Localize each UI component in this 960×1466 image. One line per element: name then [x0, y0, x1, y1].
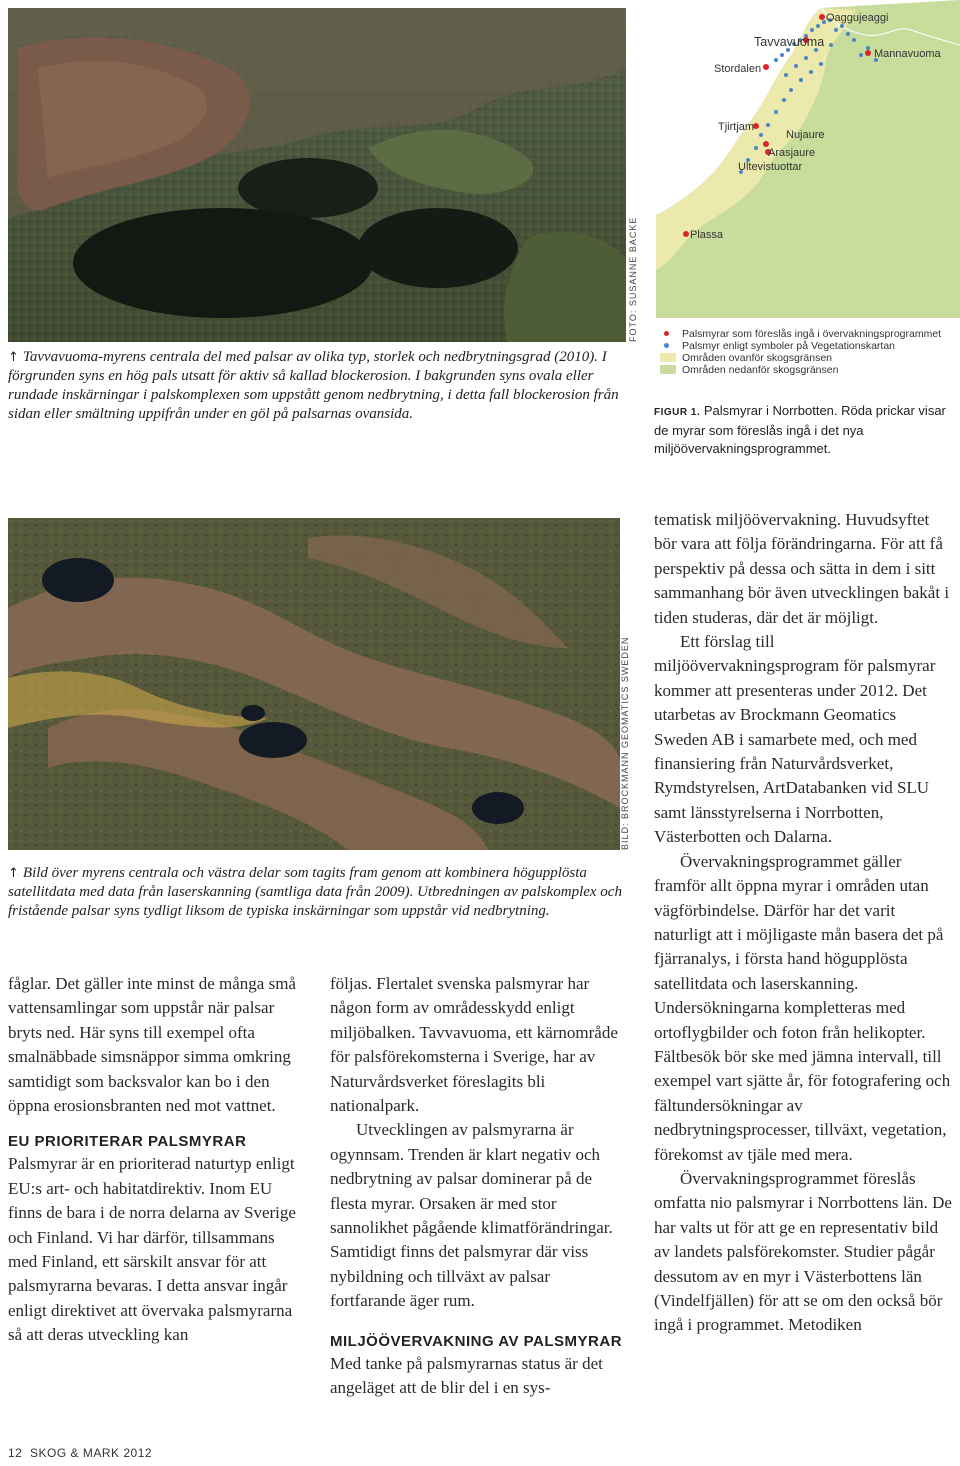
body-column-1: [8, 972, 300, 1348]
arrow-up-icon: ↑: [8, 350, 19, 365]
image-credit-satellite: BILD: BROCKMANN GEOMATICS SWEDEN: [620, 636, 630, 850]
figure-caption-text: Palsmyrar i Norrbotten. Röda prickar visar de myrar som föreslås ingå i det nya miljöövervakningsprogrammet.: [654, 403, 946, 456]
map-label-tjirtjam: Tjirtjam: [718, 121, 755, 133]
legend-row-above: [660, 352, 960, 364]
col3-paragraph-1: tematisk miljöövervakning. Huvudsyftet bör vara att följa förändringarna. För att få perspektiv på dessa och sätta in dem i sitt sammanhang bör även utvecklingen bakåt i tiden studeras, där det är möjligt.: [654, 510, 950, 627]
aerial-photo-palsar: [8, 8, 626, 342]
map-legend: [660, 328, 960, 376]
legend-row-below: [660, 364, 960, 376]
col1-paragraph-2: Palsmyrar är en prioriterad naturtyp enligt EU:s art- och habitatdirektiv. Inom EU finns de bara i de norra delarna av Sverige och Finland. Vi har därför, tillsammans med Finland, ett särskilt ansvar för att palsmyrarna bevaras. I detta ansvar ingår enligt direktivet att övervaka palsmyrarna så att deras utveckling kan: [8, 1154, 296, 1345]
photo-caption-top-text: Tavvavuoma-myrens centrala del med palsar av olika typ, storlek och nedbrytningsgrad (2010). I förgrunden syns en hög pals utsatt för aktiv så kallad blockerosion. I bakgrunden syns ovala eller rundade inskärningar i palskomplexen som uppstått genom nedbrytning, i detta fall blockerosion från sidan eller smältning uppifrån under en göl på palsarnas ovansida.: [8, 349, 619, 422]
legend-row-proposed: [660, 328, 960, 340]
map-label-arasjaure: Arasjaure: [768, 147, 816, 159]
col3-paragraph-3: Övervakningsprogrammet gäller framför allt öppna myrar i områden utan vägförbindelse. Därför har det varit naturligt att i möjligaste mån basera det på fjärranalys, i första hand högupplösta satellitdata och laserskanning. Undersökningarna kompletteras med ortoflygbilder och foton från helikopter. Fältbesök bör ske med jämna intervall, till exempel vart sjätte år, för fotografering och fältundersökningar av nedbrytningsprocesser, tillväxt, vegetation, förekomst av tjäle med mera.: [654, 851, 951, 1164]
arrow-up-icon: ↑: [8, 866, 19, 881]
col2-paragraph-3: Med tanke på palsmyrarnas status är det angeläget att de blir del i en sys-: [330, 1353, 603, 1398]
map-label-oaggujeaggi: Oaggujeaggi: [826, 12, 889, 24]
legend-row-vegetation: [660, 340, 960, 352]
body-column-3: [654, 508, 952, 1338]
publication-name: SKOG & MARK 2012: [30, 1446, 153, 1460]
legend-label-vegetation: Palsmyr enligt symboler på Vegetationskartan: [682, 340, 896, 352]
col3-paragraph-4: Övervakningsprogrammet föreslås omfatta nio palsmyrar i Norrbottens län. De har valts ut för att ge en representativ bild av landets palsförekomster. Studier pågår dessutom av en myr i Västerbottens län (Vindelfjällen) för att se om den också bör ingå i programmet. Metodiken: [654, 1168, 952, 1335]
col3-paragraph-2: Ett förslag till miljöövervakningsprogram för palsmyrar kommer att presenteras under 2012. Det utarbetas av Brockmann Geomatics Sweden AB i samarbete med, och med finansiering från Naturvårdsverket, Rymdstyrelsen, ArtDatabanken vid SLU samt länsstyrelserna i Norrbotten, Västerbotten och Dalarna.: [654, 632, 936, 847]
image-caption-satellite: [8, 864, 624, 921]
legend-label-above: Områden ovanför skogsgränsen: [682, 352, 832, 364]
figure-label: FIGUR 1.: [654, 407, 701, 418]
map-label-ultevistuottar: Ultevistuottar: [738, 161, 803, 173]
photo-credit-top: FOTO: SUSANNE BACKE: [628, 216, 638, 342]
heading-miljoovervakning: MILJÖÖVERVAKNING AV PALSMYRAR: [330, 1332, 623, 1350]
page-number: 12: [8, 1446, 23, 1460]
blue-dot-icon: [664, 343, 669, 348]
map-label-plassa: Plassa: [690, 229, 724, 241]
red-dot-icon: [664, 331, 669, 336]
figure-caption: [654, 402, 954, 458]
heading-eu-prioriterar: EU PRIORITERAR PALSMYRAR: [8, 1133, 247, 1151]
norrbotten-map: [656, 0, 960, 318]
map-label-tavvavuoma: Tavvavuoma: [754, 35, 825, 49]
above-treeline-swatch: [660, 353, 676, 362]
below-treeline-swatch: [660, 365, 676, 374]
col1-paragraph-1: fåglar. Det gäller inte minst de många små vattensamlingar som uppstår när palsar bryts ned. Här syns till exempel ofta smalnäbbade simsnäppor simma omkring samtidigt som backsvalor kan bo i den öppna erosionsbranten ned mot vattnet.: [8, 974, 296, 1116]
page-footer: [8, 1446, 152, 1460]
satellite-image-palsar: [8, 518, 620, 850]
legend-label-below: Områden nedanför skogsgränsen: [682, 364, 839, 376]
body-column-2: [330, 972, 626, 1401]
map-label-mannavuoma: Mannavuoma: [874, 48, 941, 60]
col2-paragraph-1: följas. Flertalet svenska palsmyrar har någon form av områdesskydd enligt miljöbalken. Tavvavuoma, ett kärnområde för palsförekomsterna i Sverige, har av Naturvårdsverket föreslagits bli nationalpark.: [330, 974, 618, 1116]
map-label-nujaure: Nujaure: [786, 129, 825, 141]
image-caption-satellite-text: Bild över myrens centrala och västra delar som tagits fram genom att kombinera högupplösta satellitdata med data från laserskanning (samtliga data från 2009). Utbredningen av palskomplex och fristående palsar syns tydligt liksom de typiska inskärningar som uppstår vid nedbrytning.: [8, 865, 622, 919]
photo-caption-top: [8, 348, 628, 424]
legend-label-proposed: Palsmyrar som föreslås ingå i övervakningsprogrammet: [682, 328, 942, 340]
map-label-stordalen: Stordalen: [714, 63, 762, 75]
col2-paragraph-2: Utvecklingen av palsmyrarna är ogynnsam. Trenden är klart negativ och nedbrytning av palsar dominerar på de flesta myrar. Orsaken är med stor sannolikhet pågående klimatförändringar. Samtidigt finns det palsmyrar där viss nybildning och tillväxt av palsar fortfarande äger rum.: [330, 1120, 613, 1311]
